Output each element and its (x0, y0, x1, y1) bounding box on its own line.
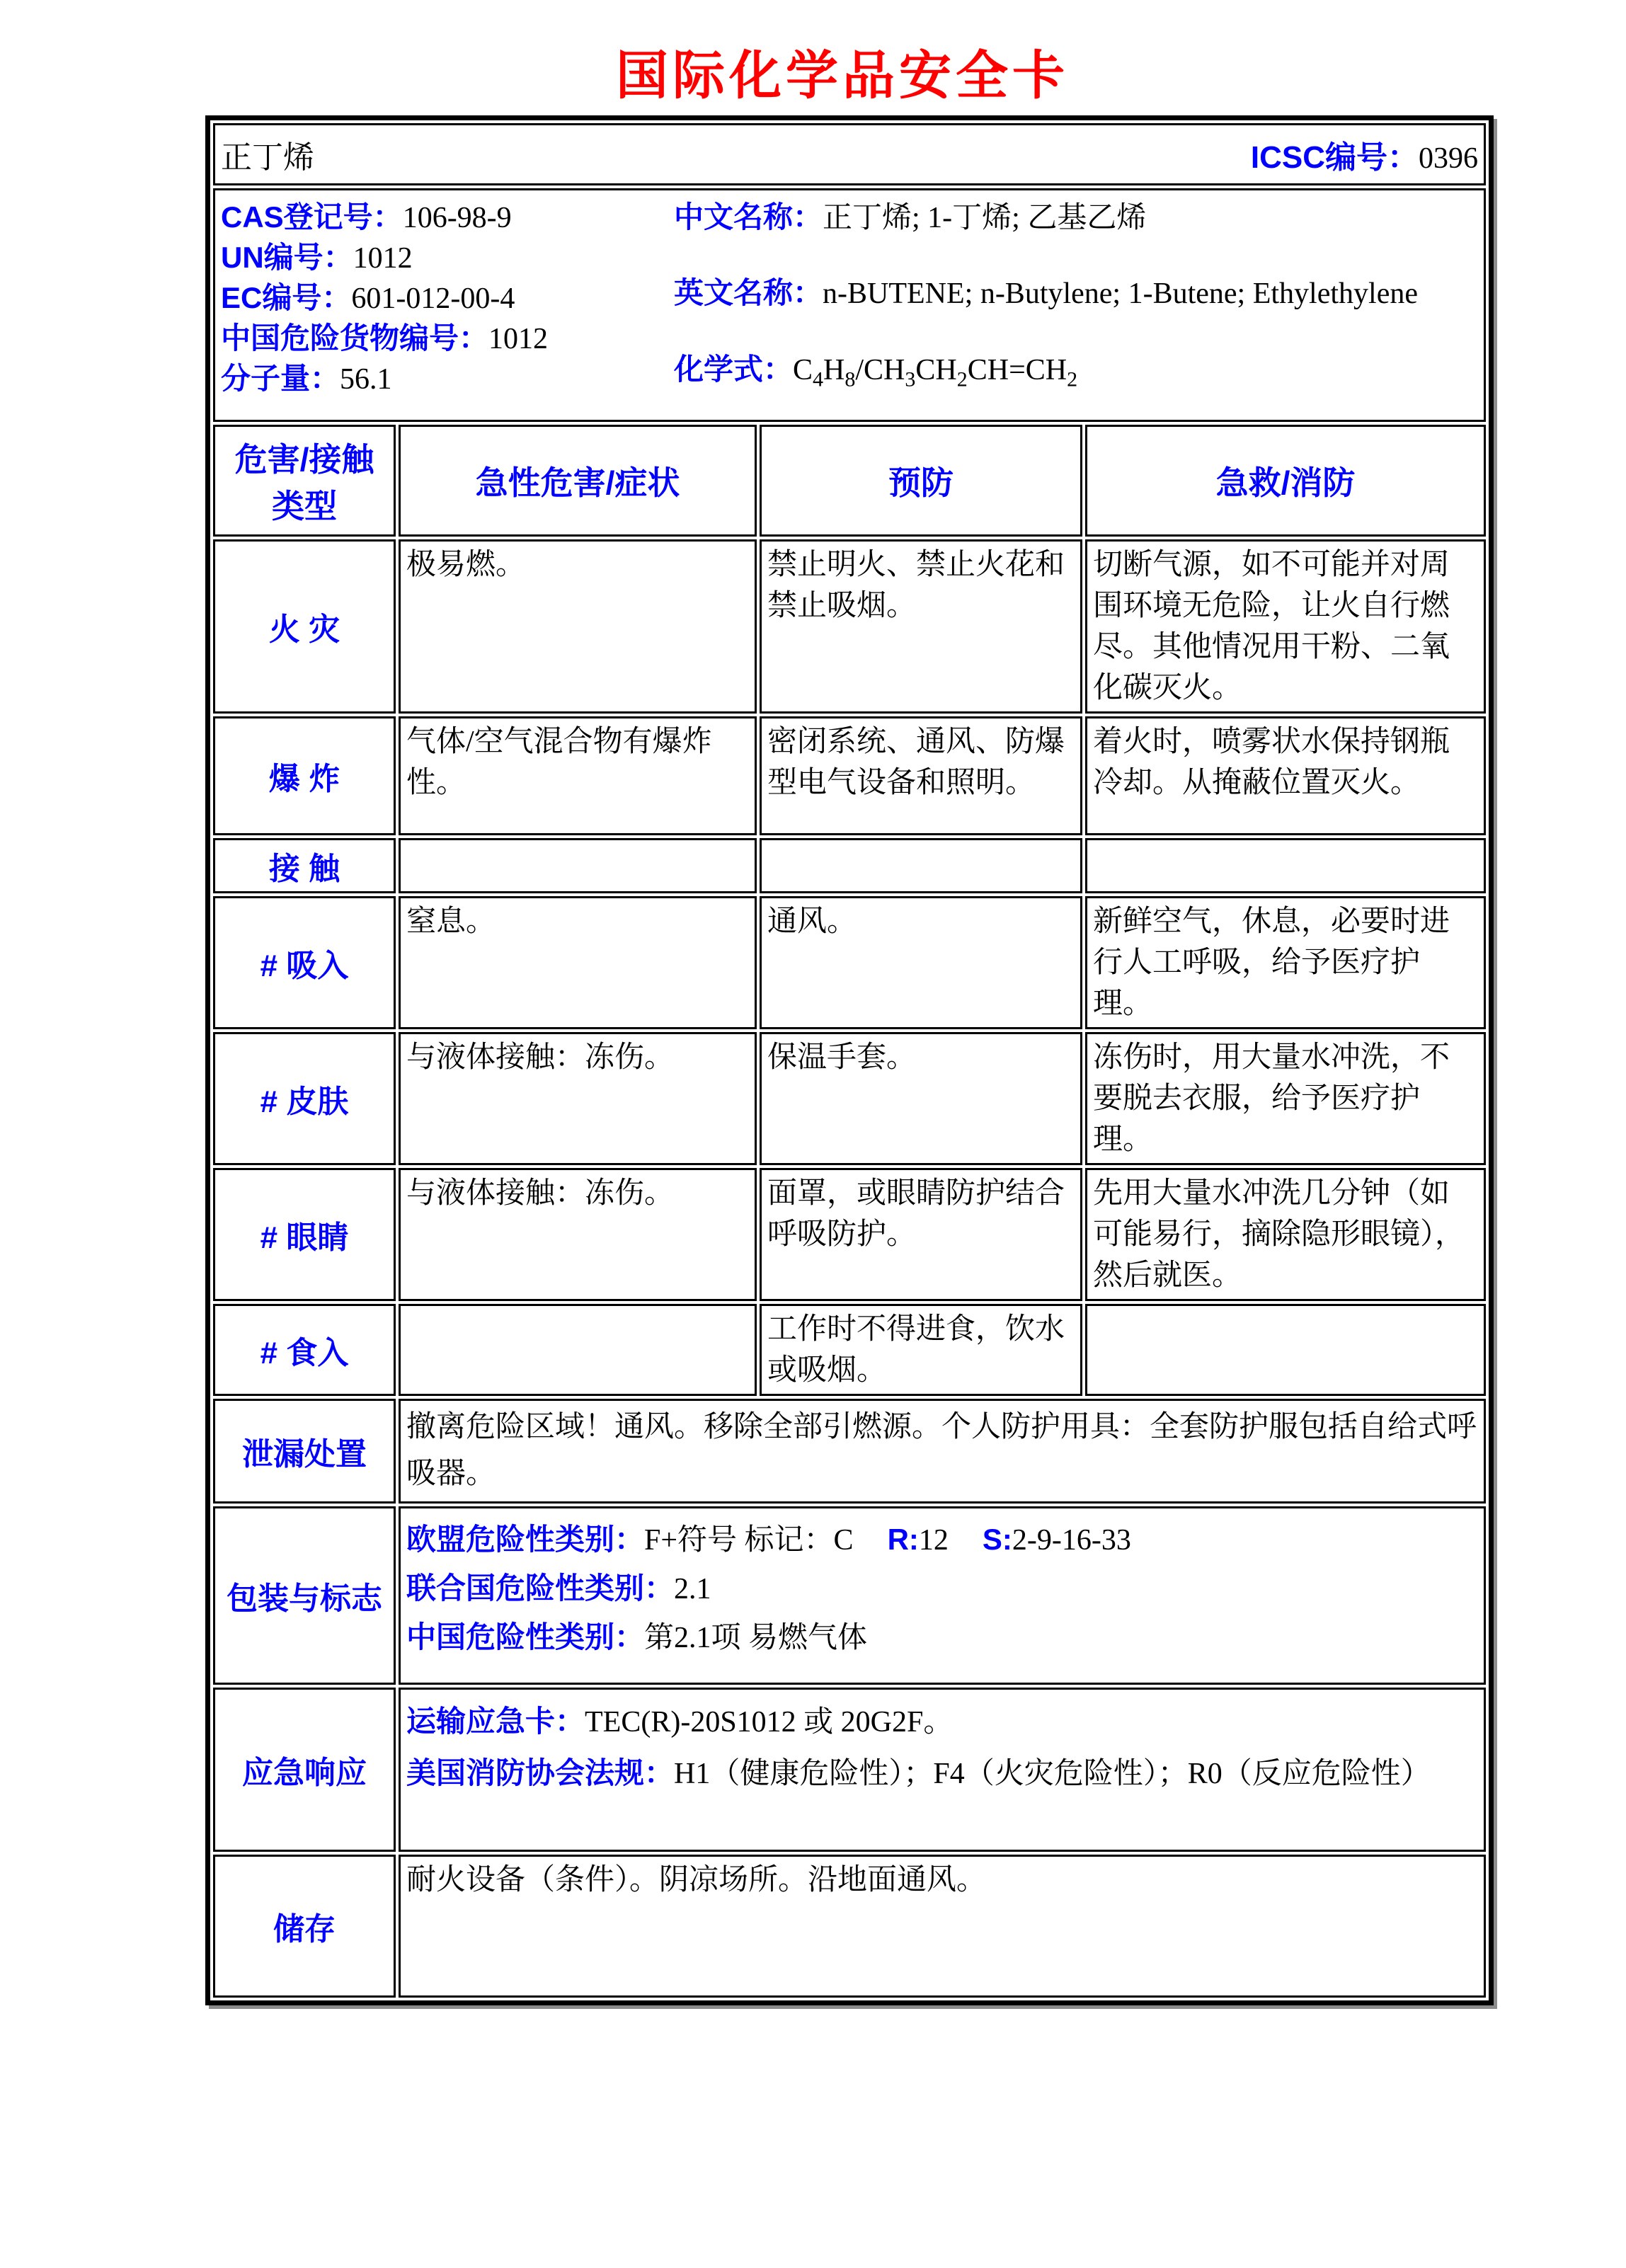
storage-type-cell (213, 1855, 396, 1998)
emergency-row (213, 1688, 1486, 1852)
formula-part: /CH (855, 353, 905, 386)
transport-emergency-card-value: TEC(R)-20S1012 或 20G2F。 (585, 1706, 954, 1739)
emergency-text-cell (399, 1688, 1486, 1852)
chemical-formula-value (793, 353, 1078, 391)
eyes-type-label: # 眼睛 (260, 1220, 349, 1255)
un-hazard-class-line (406, 1569, 1478, 1609)
eyes-response-cell (1085, 1168, 1486, 1301)
china-dg-value: 1012 (488, 323, 549, 355)
english-name (674, 273, 1478, 314)
spill-row (213, 1399, 1486, 1504)
spill-type-cell (213, 1399, 396, 1504)
column-header-prevention: 预防 (888, 464, 954, 501)
column-header-hazard-cell (399, 425, 757, 537)
transport-emergency-card-line (406, 1700, 1478, 1744)
skin-hazard-text: 与液体接触：冻伤。 (406, 1041, 675, 1074)
chinese-name-value: 正丁烯; 1-丁烯; 乙基乙烯 (823, 202, 1147, 234)
explosion-response-cell (1085, 716, 1486, 835)
inhalation-type-cell (213, 896, 396, 1029)
packaging-text-cell (399, 1506, 1486, 1685)
exposure-response-cell (1085, 838, 1486, 893)
fire-prevention-text: 禁止明火、禁止火花和禁止吸烟。 (767, 549, 1065, 622)
column-header-hazard: 急性危害/症状 (475, 464, 680, 501)
fire-type-cell (213, 539, 396, 714)
fire-hazard-text: 极易燃。 (406, 549, 526, 581)
column-header-response: 急救/消防 (1215, 464, 1356, 501)
eyes-row (213, 1168, 1486, 1301)
formula-sub: 4 (813, 367, 824, 391)
eyes-prevention-text: 面罩，或眼睛防护结合呼吸防护。 (767, 1177, 1065, 1251)
column-header-type-cell (213, 425, 396, 537)
icsc-label: ICSC编号： (1250, 140, 1419, 175)
r-phrase-label: R: (887, 1523, 919, 1556)
china-hazard-class-label: 中国危险性类别： (406, 1620, 645, 1654)
ec-label: EC编号： (221, 281, 352, 314)
formula-sub: 2 (1067, 367, 1078, 391)
exposure-hazard-cell (399, 838, 757, 893)
inhalation-prevention-text: 通风。 (767, 905, 857, 938)
identifiers-cell (213, 188, 1486, 422)
molecular-weight-value: 56.1 (340, 363, 392, 396)
identifiers-right (674, 193, 1478, 403)
storage-text: 耐火设备（条件）。阴凉场所。沿地面通风。 (406, 1864, 987, 1896)
fire-prevention-cell (760, 539, 1082, 714)
card-header (221, 132, 1478, 177)
icsc-number (1251, 132, 1478, 177)
un-label: UN编号： (221, 241, 353, 274)
eu-hazard-class-label: 欧盟危险性类别： (406, 1523, 645, 1556)
ingestion-type-label: # 食入 (260, 1336, 349, 1370)
fire-hazard-cell (399, 539, 757, 714)
explosion-response-text: 着火时，喷雾状水保持钢瓶冷却。从掩蔽位置灭火。 (1093, 726, 1450, 799)
page-title: 国际化学品安全卡 (616, 47, 1069, 105)
un-hazard-class-value: 2.1 (674, 1573, 711, 1605)
eu-hazard-class-value: F+符号 标记：C (644, 1524, 854, 1557)
s-phrase-value: 2-9-16-33 (1012, 1524, 1131, 1557)
exposure-type-label: 接 触 (268, 852, 340, 886)
exposure-type-cell (213, 838, 396, 893)
formula-part: H (823, 353, 845, 386)
emergency-type-cell (213, 1688, 396, 1852)
explosion-row (213, 716, 1486, 835)
transport-emergency-card-label: 运输应急卡： (406, 1705, 585, 1738)
inhalation-prevention-cell (760, 896, 1082, 1029)
cas-value: 106-98-9 (402, 202, 512, 234)
r-phrase-value: 12 (918, 1524, 949, 1557)
explosion-hazard-text: 气体/空气混合物有爆炸性。 (406, 726, 712, 799)
nfpa-code-label: 美国消防协会法规： (406, 1756, 675, 1789)
eu-hazard-class-line (406, 1520, 1478, 1560)
chinese-name (674, 197, 1478, 238)
card-header-row (213, 123, 1486, 185)
explosion-prevention-text: 密闭系统、通风、防爆型电气设备和照明。 (767, 726, 1065, 799)
inhalation-response-text: 新鲜空气，休息，必要时进行人工呼吸，给予医疗护理。 (1093, 905, 1450, 1020)
china-hazard-class-line (406, 1617, 1478, 1658)
skin-prevention-cell (760, 1032, 1082, 1165)
column-header-type: 危害/接触类型 (234, 441, 374, 525)
fire-response-text: 切断气源，如不可能并对周围环境无危险，让火自行燃尽。其他情况用干粉、二氧化碳灭火。 (1093, 549, 1450, 704)
exposure-prevention-cell (760, 838, 1082, 893)
nfpa-code-line (406, 1751, 1478, 1796)
explosion-hazard-cell (399, 716, 757, 835)
un-value: 1012 (353, 242, 413, 275)
china-dg-number (221, 319, 674, 359)
eyes-hazard-cell (399, 1168, 757, 1301)
ec-number (221, 278, 674, 319)
skin-row (213, 1032, 1486, 1165)
ingestion-row (213, 1304, 1486, 1396)
ingestion-type-cell (213, 1304, 396, 1396)
substance-name: 正丁烯 (221, 140, 314, 175)
cas-label: CAS登记号： (221, 200, 403, 234)
chinese-name-label: 中文名称： (674, 200, 823, 234)
formula-part: CH (915, 353, 957, 386)
english-name-value: n-BUTENE; n-Butylene; 1-Butene; Ethylethylene (823, 277, 1418, 311)
identifiers-block (221, 193, 1478, 403)
ingestion-prevention-cell (760, 1304, 1082, 1396)
identifiers-row (213, 188, 1486, 422)
inhalation-response-cell (1085, 896, 1486, 1029)
card-header-cell (213, 123, 1486, 185)
eyes-prevention-cell (760, 1168, 1082, 1301)
spill-text: 撤离危险区域！通风。移除全部引燃源。个人防护用具：全套防护服包括自给式呼吸器。 (406, 1411, 1477, 1490)
molecular-weight (221, 359, 674, 399)
spill-type-label: 泄漏处置 (242, 1437, 367, 1472)
explosion-prevention-cell (760, 716, 1082, 835)
fire-response-cell (1085, 539, 1486, 714)
skin-type-label: # 皮肤 (260, 1084, 349, 1119)
ingestion-hazard-cell (399, 1304, 757, 1396)
inhalation-row (213, 896, 1486, 1029)
nfpa-code-value: H1（健康危险性）；F4（火灾危险性）；R0（反应危险性） (674, 1758, 1431, 1790)
s-phrase-label: S: (982, 1523, 1012, 1556)
english-name-label: 英文名称： (674, 276, 823, 310)
formula-sub: 3 (905, 367, 916, 391)
column-header-prevention-cell (760, 425, 1082, 537)
inhalation-hazard-cell (399, 896, 757, 1029)
inhalation-type-label: # 吸入 (260, 949, 349, 983)
formula-sub: 2 (956, 367, 968, 391)
china-dg-label: 中国危险货物编号： (221, 321, 489, 355)
safety-card-table (205, 115, 1494, 2005)
storage-row (213, 1855, 1486, 1998)
column-header-response-cell (1085, 425, 1486, 537)
ec-value: 601-012-00-4 (351, 282, 515, 315)
chemical-formula (674, 350, 1478, 399)
skin-prevention-text: 保温手套。 (767, 1041, 917, 1074)
exposure-row (213, 838, 1486, 893)
storage-text-cell (399, 1855, 1486, 1998)
skin-response-cell (1085, 1032, 1486, 1165)
un-hazard-class-label: 联合国危险性类别： (406, 1571, 675, 1605)
inhalation-hazard-text: 窒息。 (406, 905, 496, 938)
identifiers-left (221, 193, 674, 403)
un-number (221, 238, 674, 278)
spill-text-cell (399, 1399, 1486, 1504)
ingestion-response-cell (1085, 1304, 1486, 1396)
molecular-weight-label: 分子量： (221, 362, 340, 395)
skin-type-cell (213, 1032, 396, 1165)
ingestion-prevention-text: 工作时不得进食，饮水或吸烟。 (767, 1313, 1065, 1387)
skin-response-text: 冻伤时，用大量水冲洗，不要脱去衣服，给予医疗护理。 (1093, 1041, 1450, 1156)
china-hazard-class-value: 第2.1项 易燃气体 (644, 1622, 868, 1654)
formula-part: C (793, 353, 813, 386)
formula-sub: 8 (845, 367, 856, 391)
column-header-row (213, 425, 1486, 537)
eyes-type-cell (213, 1168, 396, 1301)
explosion-type-label: 爆 炸 (268, 762, 340, 796)
cas-number (221, 197, 674, 238)
formula-part: CH=CH (967, 353, 1067, 386)
storage-type-label: 储存 (273, 1912, 336, 1947)
fire-type-label: 火 灾 (268, 612, 340, 647)
explosion-type-cell (213, 716, 396, 835)
icsc-value: 0396 (1419, 142, 1478, 175)
fire-row (213, 539, 1486, 714)
packaging-row (213, 1506, 1486, 1685)
chemical-formula-label: 化学式： (674, 352, 794, 386)
packaging-type-label: 包装与标志 (227, 1581, 382, 1616)
emergency-type-label: 应急响应 (242, 1756, 367, 1790)
eyes-response-text: 先用大量水冲洗几分钟（如可能易行，摘除隐形眼镜），然后就医。 (1093, 1177, 1465, 1292)
packaging-type-cell (213, 1506, 396, 1685)
skin-hazard-cell (399, 1032, 757, 1165)
eyes-hazard-text: 与液体接触：冻伤。 (406, 1177, 675, 1210)
